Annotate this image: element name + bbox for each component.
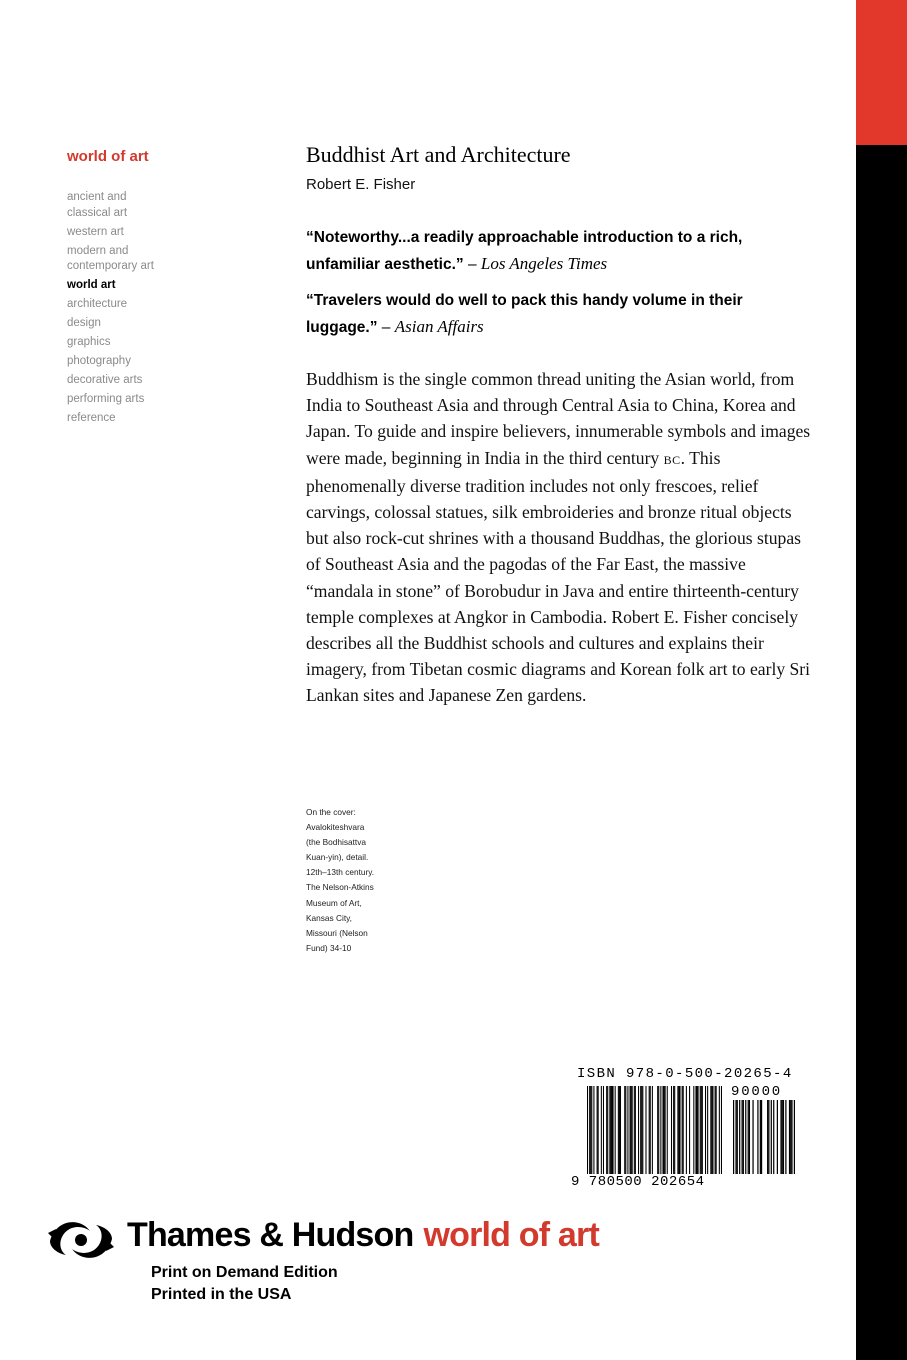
- barcode-bar: [589, 1086, 590, 1174]
- barcode-bar: [652, 1086, 653, 1174]
- barcode-bar: [789, 1100, 790, 1174]
- series-item-design: design: [67, 317, 101, 329]
- barcode-bar: [782, 1100, 783, 1174]
- series-item-architecture: architecture: [67, 298, 128, 310]
- barcode-bar: [641, 1086, 642, 1174]
- barcode-bar: [677, 1086, 678, 1174]
- description-part-1: Buddhism is the single common thread uniting the Asian world, from India to Southeast Asia and through Central Asia to China, Korea and Japan. To guide and inspire believers, innumerable symbols and images were made, beginning in India in the third century: [306, 369, 811, 468]
- barcode-bar: [606, 1086, 607, 1174]
- barcode-bar: [752, 1100, 753, 1174]
- series-item-western-art: western art: [67, 225, 124, 238]
- publisher-series: world of art: [423, 1216, 599, 1254]
- review-quote: [306, 225, 796, 278]
- barcode-addon-bars: [733, 1100, 795, 1174]
- barcode-bar: [760, 1100, 761, 1174]
- barcode-bar: [712, 1086, 713, 1174]
- series-item-world-art: world art: [67, 279, 116, 291]
- thames-hudson-logo-icon: [46, 1211, 116, 1269]
- barcode-bar: [620, 1086, 621, 1174]
- barcode-bar: [721, 1086, 722, 1174]
- barcode-bar: [771, 1100, 772, 1174]
- barcode-bar: [630, 1086, 631, 1174]
- barcode-bar: [603, 1086, 604, 1174]
- barcode-bar: [611, 1086, 612, 1174]
- barcode-bar: [791, 1100, 792, 1174]
- series-item-decorative-arts: decorative arts: [67, 374, 143, 386]
- barcode-bar: [748, 1100, 749, 1174]
- barcode-bar: [649, 1086, 650, 1174]
- barcode-bar: [673, 1086, 674, 1174]
- barcode-bar: [642, 1086, 643, 1174]
- quote-dash: –: [463, 256, 481, 273]
- series-item-photography: photography: [67, 355, 131, 367]
- barcode-bar: [632, 1086, 633, 1174]
- barcode-bar: [591, 1086, 592, 1174]
- quote-text: “Noteworthy...a readily approachable introduction to a rich, unfamiliar aesthetic.”: [306, 229, 743, 273]
- cover-credit: On the cover: Avalokiteshvara (the Bodhisattva Kuan-yin), detail. 12th–13th century. The Nelson-Atkins Museum of Art, Kansas City, Missouri (Nelson Fund) 34-10: [306, 807, 375, 953]
- barcode-bar: [678, 1086, 679, 1174]
- barcode-bar: [761, 1100, 762, 1174]
- barcode-bar: [705, 1086, 706, 1174]
- barcode-bar: [696, 1086, 697, 1174]
- barcode-bar: [767, 1100, 768, 1174]
- barcode-bar: [634, 1086, 635, 1174]
- barcode-bar: [702, 1086, 703, 1174]
- barcode-bar: [749, 1100, 750, 1174]
- barcode-bar: [707, 1086, 708, 1174]
- barcode-bar: [598, 1086, 599, 1174]
- barcode-bar: [693, 1086, 694, 1174]
- barcode-bar: [682, 1086, 683, 1174]
- series-item-modern-contemporary-art: modern and contemporary art: [67, 244, 154, 272]
- series-list: [67, 190, 154, 430]
- barcode-bar: [613, 1086, 614, 1174]
- review-quote: [306, 288, 796, 341]
- barcode-bar: [638, 1086, 639, 1174]
- barcode-bar: [773, 1100, 774, 1174]
- barcode-bar: [785, 1100, 786, 1174]
- barcode-bar: [715, 1086, 716, 1174]
- barcode-bar: [743, 1100, 744, 1174]
- barcode-bar: [768, 1100, 769, 1174]
- book-author: Robert E. Fisher: [306, 176, 416, 193]
- barcode-bar: [679, 1086, 680, 1174]
- barcode-bar: [631, 1086, 632, 1174]
- isbn-barcode: [571, 1066, 799, 1196]
- print-location: Printed in the USA: [151, 1286, 292, 1303]
- barcode-bar: [593, 1086, 594, 1174]
- barcode-bar: [607, 1086, 608, 1174]
- series-item-reference: reference: [67, 412, 116, 424]
- barcode-main-bars: [587, 1086, 722, 1174]
- barcode-bar: [780, 1100, 781, 1174]
- barcode-bar: [625, 1086, 626, 1174]
- barcode-bar: [590, 1086, 591, 1174]
- barcode-bar: [742, 1100, 743, 1174]
- barcode-bar: [698, 1086, 699, 1174]
- barcode-bar: [665, 1086, 666, 1174]
- barcode-bar: [645, 1086, 646, 1174]
- series-item-performing-arts: performing arts: [67, 393, 145, 405]
- spine-black-band: [856, 145, 907, 1360]
- barcode-bar: [790, 1100, 791, 1174]
- print-edition: Print on Demand Edition: [151, 1264, 338, 1281]
- barcode-bar: [657, 1086, 658, 1174]
- description-part-2: . This phenomenally diverse tradition includes not only frescoes, relief carvings, colossal statues, silk embroideries and bronze ritual objects but also rock-cut shrines with a thousand Buddhas, the glorious stupas of Southeast Asia and the pagodas of the Far East, the massive “mandala in stone” of Borobudur in Java and entire thirteenth-century temple complexes at Angkor in Cambodia. Robert E. Fisher concisely describes all the Buddhist schools and cultures and explains their imagery, from Tibetan cosmic diagrams and Korean folk art to early Sri Lankan sites and Japanese Zen gardens.: [306, 447, 811, 706]
- barcode-bar: [664, 1086, 665, 1174]
- barcode-bar: [737, 1100, 738, 1174]
- series-item-ancient-classical-art: ancient and classical art: [67, 191, 128, 219]
- book-title: Buddhist Art and Architecture: [306, 142, 571, 167]
- quote-source: Los Angeles Times: [480, 254, 608, 273]
- barcode-bar: [610, 1086, 611, 1174]
- quote-source: Asian Affairs: [394, 317, 484, 336]
- barcode-bar: [716, 1086, 717, 1174]
- barcode-bar: [710, 1086, 711, 1174]
- barcode-bar: [700, 1086, 701, 1174]
- isbn-label: ISBN 978-0-500-20265-4: [577, 1066, 793, 1082]
- publisher-name-text: Thames & Hudson: [127, 1216, 414, 1254]
- barcode-bar: [624, 1086, 625, 1174]
- barcode-digits: 9 780500 202654: [571, 1174, 705, 1190]
- book-description: [306, 366, 811, 709]
- series-item-graphics: graphics: [67, 336, 111, 348]
- quote-text: “Travelers would do well to pack this handy volume in their luggage.”: [306, 292, 743, 336]
- price-code: 90000: [731, 1084, 783, 1100]
- barcode-bar: [619, 1086, 620, 1174]
- barcode-bar: [783, 1100, 784, 1174]
- barcode-bar: [695, 1086, 696, 1174]
- barcode-bar: [601, 1086, 602, 1174]
- barcode-bar: [667, 1086, 668, 1174]
- spine-red-band: [856, 0, 907, 145]
- barcode-bar: [597, 1086, 598, 1174]
- barcode-bar: [777, 1100, 778, 1174]
- barcode-bar: [662, 1086, 663, 1174]
- barcode-bar: [711, 1086, 712, 1174]
- barcode-bar: [658, 1086, 659, 1174]
- barcode-bar: [683, 1086, 684, 1174]
- series-title: world of art: [67, 148, 149, 165]
- barcode-bar: [735, 1100, 736, 1174]
- barcode-bar: [660, 1086, 661, 1174]
- publisher-name: [127, 1216, 599, 1255]
- quote-dash: –: [377, 319, 395, 336]
- barcode-bar: [671, 1086, 672, 1174]
- barcode-bar: [618, 1086, 619, 1174]
- barcode-bar: [640, 1086, 641, 1174]
- barcode-bar: [615, 1086, 616, 1174]
- barcode-bar: [719, 1086, 720, 1174]
- barcode-bar: [674, 1086, 675, 1174]
- barcode-bar: [686, 1086, 687, 1174]
- barcode-bar: [701, 1086, 702, 1174]
- barcode-bar: [757, 1100, 758, 1174]
- barcode-bar: [635, 1086, 636, 1174]
- barcode-bar: [587, 1086, 588, 1174]
- barcode-bar: [739, 1100, 740, 1174]
- barcode-bar: [794, 1100, 795, 1174]
- barcode-bar: [689, 1086, 690, 1174]
- barcode-bar: [745, 1100, 746, 1174]
- barcode-bar: [650, 1086, 651, 1174]
- barcode-bar: [627, 1086, 628, 1174]
- barcode-bar: [733, 1100, 734, 1174]
- barcode-bar: [609, 1086, 610, 1174]
- description-era: BC: [663, 452, 681, 467]
